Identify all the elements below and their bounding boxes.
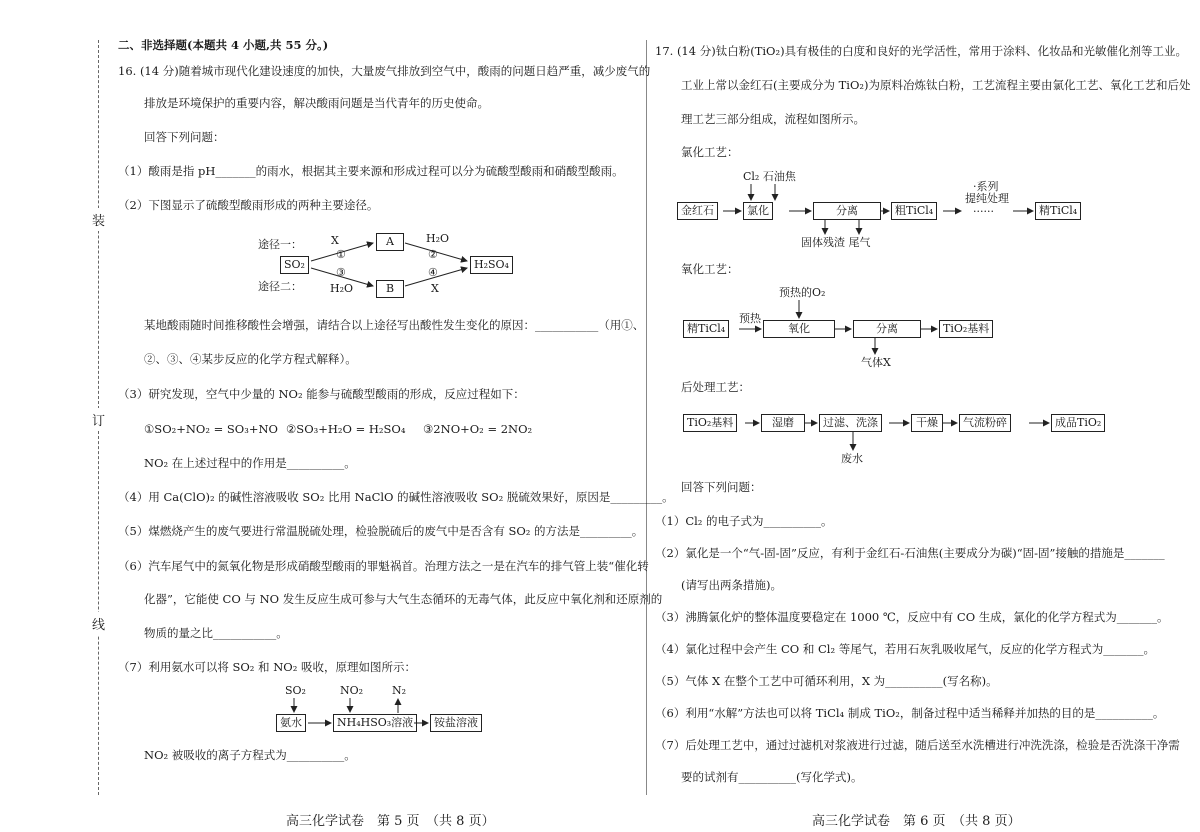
preheated-o2-label: 预热的O₂ (779, 286, 826, 299)
purification-dots: ······ (973, 205, 994, 218)
ox-separation-box: 分离 (853, 320, 921, 338)
q16-part2: （2）下图显示了硫酸型酸雨形成的两种主要途径。 (118, 198, 379, 212)
footer-page-6: 高三化学试卷 第 6 页 （共 8 页） (812, 814, 1021, 829)
step-3-label: ③ (336, 266, 346, 279)
oxidation-box: 氧化 (763, 320, 835, 338)
q17-intro-line2: 工业上常以金红石(主要成分为 TiO₂)为原料冶炼钛白粉，工艺流程主要由氯化工艺、氧化工艺和后处 (681, 78, 1191, 92)
q17-part3: （3）沸腾氯化炉的整体温度要稳定在 1000 ℃，反应中有 CO 生成，氯化的化学方程式为_______。 (655, 610, 1169, 624)
preheat-label: 预热 (739, 312, 761, 325)
q16-part4: （4）用 Ca(ClO)₂ 的碱性溶液吸收 SO₂ 比用 NaClO 的碱性溶液吸收 SO₂ 脱硫效果好，原因是_________。 (118, 490, 674, 504)
post-tio2-base-box: TiO₂基料 (683, 414, 737, 432)
q16-part2-question-a: 某地酸雨随时间推移酸性会增强，请结合以上途径写出酸性发生变化的原因：___________（用①、 (144, 318, 645, 332)
column-divider (646, 40, 647, 795)
waste-water-label: 废水 (841, 452, 863, 465)
air-mill-box: 气流粉碎 (959, 414, 1011, 432)
q16-intro-line2: 排放是环境保护的重要内容，解决酸雨问题是当代青年的历史使命。 (144, 96, 489, 110)
oxidation-title: 氧化工艺： (681, 262, 739, 276)
refined-ticl4-box: 精TiCl₄ (1035, 202, 1081, 220)
crude-ticl4-box: 粗TiCl₄ (891, 202, 937, 220)
post-treatment-arrows (655, 412, 1185, 472)
q16-part2-question-b: ②、③、④某步反应的化学方程式解释）。 (144, 352, 357, 366)
reaction-2: ②SO₃+H₂O = H₂SO₄ (286, 422, 406, 436)
q16-part7: （7）利用氨水可以将 SO₂ 和 NO₂ 吸收，原理如图所示： (118, 660, 416, 674)
reaction-3: ③2NO+O₂ = 2NO₂ (423, 422, 533, 436)
ammonia-absorption-diagram (118, 684, 638, 734)
wet-grind-box: 湿磨 (761, 414, 805, 432)
q17-intro-line3: 理工艺三部分组成，流程如图所示。 (681, 112, 865, 126)
product-tio2-box: 成品TiO₂ (1051, 414, 1105, 432)
q16-part5: （5）煤燃烧产生的废气要进行常温脱硫处理，检验脱硫后的废气中是否含有 SO₂ 的方法是_________。 (118, 524, 644, 538)
h2so4-box: H₂SO₄ (470, 256, 513, 274)
chlor-byproducts: 固体残渣 尾气 (801, 236, 871, 249)
q17-part5: （5）气体 X 在整个工艺中可循环利用，X 为__________(写名称)。 (655, 674, 998, 688)
q16-part3: （3）研究发现，空气中少量的 NO₂ 能参与硫酸型酸雨的形成，反应过程如下： (118, 387, 525, 401)
purification-label-1: ·系列 (973, 180, 999, 193)
chlorination-title: 氯化工艺： (681, 145, 739, 159)
route-one-label: 途径一： (258, 238, 302, 251)
input-so2-label: SO₂ (285, 684, 306, 697)
binding-char-xian: 线 (92, 612, 105, 635)
ammonium-salt-box: 铵盐溶液 (430, 714, 482, 732)
chlorination-inputs: Cl₂ 石油焦 (743, 170, 796, 183)
q16-part1: （1）酸雨是指 pH_______的雨水，根据其主要来源和形成过程可以分为硫酸型酸雨和硝酸型酸雨。 (118, 164, 624, 178)
post-treatment-flow (655, 412, 1185, 472)
input-no2-label: NO₂ (340, 684, 364, 697)
nh4hso3-box: NH₄HSO₃溶液 (333, 714, 417, 732)
chlor-separation-box: 分离 (813, 202, 881, 220)
binding-char-zhuang: 装 (92, 208, 105, 231)
q16-part6-line3: 物质的量之比___________。 (144, 626, 288, 640)
q17-part7-line2: 要的试剂有__________(写化学式)。 (681, 770, 863, 784)
q16-part6-line2: 化器”，它能使 CO 与 NO 发生反应生成可参与大气生态循环的无毒气体，此反应中氧化剂和还原剂的 (144, 592, 663, 606)
post-treatment-title: 后处理工艺： (681, 380, 750, 394)
q17-part4: （4）氯化过程中会产生 CO 和 Cl₂ 等尾气，若用石灰乳吸收尾气，反应的化学方程式为_______。 (655, 642, 1155, 656)
gas-x-label: 气体X (861, 356, 891, 369)
rutile-box: 金红石 (677, 202, 718, 220)
oxidation-arrows (655, 286, 1185, 366)
a-box: A (376, 233, 404, 251)
q17-part1: （1）Cl₂ 的电子式为__________。 (655, 514, 833, 528)
q17-answer-prompt: 回答下列问题： (681, 480, 762, 494)
q16-answer-prompt: 回答下列问题： (144, 130, 225, 144)
section-title: 二、非选择题(本题共 4 小题,共 55 分。) (118, 38, 329, 52)
step-4-label: ④ (428, 266, 438, 279)
q17-part2-line2: (请写出两条措施)。 (681, 578, 782, 592)
ammonia-box: 氨水 (276, 714, 306, 732)
output-n2-label: N₂ (392, 684, 407, 697)
reaction-1: ①SO₂+NO₂ = SO₃+NO (144, 422, 278, 436)
q17-part2-line1: （2）氯化是一个“气-固-固”反应，有利于金红石-石油焦(主要成分为碳)“固-固”接触的措施是_______ (655, 546, 1165, 560)
absorption-arrows (118, 684, 638, 734)
q17-part6: （6）利用“水解”方法也可以将 TiCl₄ 制成 TiO₂，制备过程中适当稀释并加热的目的是__________。 (655, 706, 1165, 720)
chlorination-arrows (655, 168, 1185, 248)
route-two-label: 途径二： (258, 280, 302, 293)
ox-refined-ticl4-box: 精TiCl₄ (683, 320, 729, 338)
oxidation-flow (655, 286, 1185, 369)
step-1-label: ① (336, 248, 346, 261)
q16-part3-question: NO₂ 在上述过程中的作用是__________。 (144, 456, 356, 470)
chlorination-box: 氯化 (743, 202, 773, 220)
q16-intro-line1: 16. (14 分)随着城市现代化建设速度的加快，大量废气排放到空气中，酸雨的问题日趋严重，减少废气的 (118, 64, 651, 78)
tio2-base-box: TiO₂基料 (939, 320, 993, 338)
route-arrows (118, 228, 638, 300)
q16-part7-question: NO₂ 被吸收的离子方程式为__________。 (144, 748, 356, 762)
reagent-h2o-bottom: H₂O (330, 282, 354, 295)
dry-box: 干燥 (911, 414, 943, 432)
q16-part6-line1: （6）汽车尾气中的氮氧化物是形成硝酸型酸雨的罪魁祸首。治理方法之一是在汽车的排气管上装“催化转 (118, 559, 649, 573)
reagent-x-bottom: X (431, 282, 439, 295)
q17-part7-line1: （7）后处理工艺中，通过过滤机对浆液进行过滤，随后送至水洗槽进行冲洗洗涤，检验是否洗涤干净需 (655, 738, 1180, 752)
binding-char-ding: 订 (92, 408, 105, 431)
chlorination-flow (655, 168, 1185, 248)
so2-box: SO₂ (280, 256, 309, 274)
reagent-h2o-top: H₂O (426, 232, 450, 245)
step-2-label: ② (428, 248, 438, 261)
acid-rain-route-diagram (118, 228, 638, 300)
purification-label-2: 提纯处理 (965, 192, 1009, 205)
b-box: B (376, 280, 404, 298)
reagent-x-top: X (331, 234, 339, 247)
footer-page-5: 高三化学试卷 第 5 页 （共 8 页） (286, 814, 495, 829)
q17-intro-line1: 17. (14 分)钛白粉(TiO₂)具有极佳的白度和良好的光学活性，常用于涂料、化妆品和光敏催化剂等工业。 (655, 44, 1188, 58)
filter-wash-box: 过滤、洗涤 (819, 414, 882, 432)
